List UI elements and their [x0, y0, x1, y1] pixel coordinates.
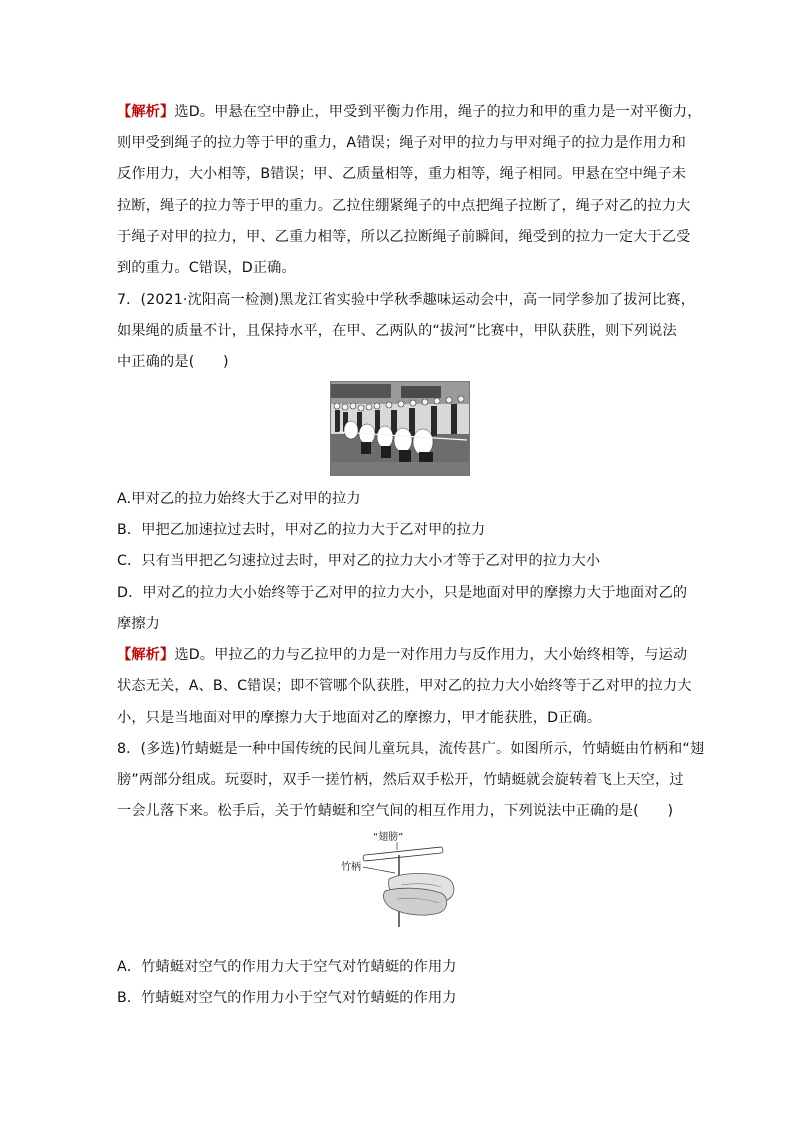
analysis-line: 【解析】选D。甲拉乙的力与乙拉甲的力是一对作用力与反作用力，大小始终相等，与运动 — [117, 647, 688, 663]
analysis-tag: 【解析】 — [117, 647, 175, 663]
option-8-a: A．竹蜻蜓对空气的作用力大于空气对竹蜻蜓的作用力 — [117, 959, 457, 975]
analysis-line: 到的重力。C错误，D正确。 — [117, 260, 296, 276]
question-7-line: 如果绳的质量不计，且保持水平，在甲、乙两队的“拔河”比赛中，甲队获胜，则下列说法 — [117, 323, 677, 339]
option-7-a: A.甲对乙的拉力始终大于乙对甲的拉力 — [117, 491, 361, 507]
analysis-line: 则甲受到绳子的拉力等于甲的重力，A错误；绳子对甲的拉力与甲对绳子的拉力是作用力和 — [117, 135, 687, 151]
tug-of-war-photo — [330, 381, 470, 476]
question-7-line: 中正确的是( ) — [117, 354, 229, 370]
tug-of-war-photo-image — [331, 382, 469, 475]
bamboo-dragonfly-image — [341, 827, 459, 931]
option-7-d-continued: 摩擦力 — [117, 616, 161, 632]
analysis-line: 状态无关，A、B、C错误；即不管哪个队获胜，甲对乙的拉力大小始终等于乙对甲的拉力大 — [117, 678, 692, 694]
question-8-line: 膀”两部分组成。玩耍时，双手一搓竹柄，然后双手松开，竹蜻蜓就会旋转着飞上天空，过 — [117, 772, 684, 788]
analysis-line: 拉断，绳子的拉力等于甲的重力。乙拉住绷紧绳子的中点把绳子拉断了，绳子对乙的拉力大 — [117, 198, 691, 214]
option-8-b: B．竹蜻蜓对空气的作用力小于空气对竹蜻蜓的作用力 — [117, 990, 457, 1006]
analysis-line: 小，只是当地面对甲的摩擦力大于地面对乙的摩擦力，甲才能获胜，D正确。 — [117, 710, 602, 726]
analysis-line: 【解析】选D。甲悬在空中静止，甲受到平衡力作用，绳子的拉力和甲的重力是一对平衡力， — [117, 104, 702, 120]
analysis-tag: 【解析】 — [117, 104, 175, 120]
question-7-line: 7．(2021·沈阳高一检测)黑龙江省实验中学秋季趣味运动会中，高一同学参加了拔河比赛， — [117, 292, 696, 308]
question-8-line: 8．(多选)竹蜻蜓是一种中国传统的民间儿童玩具，流传甚广。如图所示，竹蜻蜓由竹柄和“翅 — [117, 741, 705, 757]
bamboo-dragonfly-figure — [341, 827, 459, 931]
option-7-d: D．甲对乙的拉力大小始终等于乙对甲的拉力大小，只是地面对甲的摩擦力大于地面对乙的 — [117, 585, 688, 601]
analysis-line: 反作用力，大小相等，B错误；甲、乙质量相等，重力相等，绳子相同。甲悬在空中绳子未 — [117, 166, 687, 182]
handle-label: 竹柄 — [341, 862, 361, 873]
wing-label: “翅膀” — [373, 832, 404, 843]
option-7-b: B．甲把乙加速拉过去时，甲对乙的拉力大于乙对甲的拉力 — [117, 522, 486, 538]
option-7-c: C．只有当甲把乙匀速拉过去时，甲对乙的拉力大小才等于乙对甲的拉力大小 — [117, 553, 601, 569]
analysis-line: 于绳子对甲的拉力，甲、乙重力相等，所以乙拉断绳子前瞬间，绳受到的拉力一定大于乙受 — [117, 229, 691, 245]
question-8-line: 一会儿落下来。松手后，关于竹蜻蜓和空气间的相互作用力，下列说法中正确的是( ) — [117, 803, 674, 819]
